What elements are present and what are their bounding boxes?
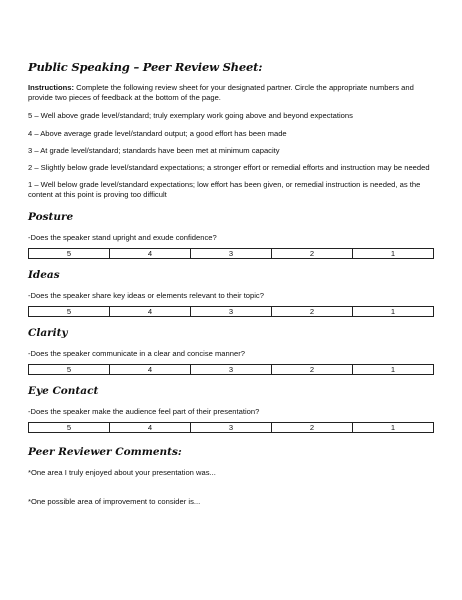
scale-item-1: 1 – Well below grade level/standard expectations; low effort has been given, or remedial instruction is needed, as the content at this point is proving too difficult xyxy=(28,180,421,200)
rating-cell[interactable]: 3 xyxy=(191,307,272,317)
rating-cell[interactable]: 4 xyxy=(110,307,191,317)
rating-cell[interactable]: 4 xyxy=(110,365,191,375)
review-sheet xyxy=(28,60,434,525)
rating-cell[interactable]: 2 xyxy=(272,365,353,375)
rating-cell[interactable]: 4 xyxy=(110,423,191,433)
rating-cell[interactable]: 1 xyxy=(353,248,434,258)
instructions-label: Instructions: xyxy=(28,83,74,92)
rating-cell[interactable]: 3 xyxy=(191,248,272,258)
rating-cell[interactable]: 1 xyxy=(353,307,434,317)
rating-cell[interactable]: 3 xyxy=(191,423,272,433)
rating-cell[interactable]: 2 xyxy=(272,423,353,433)
section-heading-eye-contact: Eye Contact xyxy=(28,385,99,398)
question-eye-contact: -Does the speaker make the audience feel part of their presentation? xyxy=(28,407,260,417)
question-posture: -Does the speaker stand upright and exude confidence? xyxy=(28,232,217,242)
comment-prompt-improvement: *One possible area of improvement to consider is... xyxy=(28,496,201,506)
comments-heading: Peer Reviewer Comments: xyxy=(28,446,182,459)
rating-cell[interactable]: 5 xyxy=(29,248,110,258)
sheet-title: Public Speaking – Peer Review Sheet: xyxy=(28,60,263,74)
comment-prompt-enjoyed: *One area I truly enjoyed about your presentation was... xyxy=(28,468,216,478)
rating-cell[interactable]: 5 xyxy=(29,423,110,433)
question-ideas: -Does the speaker share key ideas or elements relevant to their topic? xyxy=(28,290,264,300)
rating-cell[interactable]: 2 xyxy=(272,307,353,317)
instructions xyxy=(28,83,434,103)
section-heading-ideas: Ideas xyxy=(28,268,60,281)
section-heading-posture: Posture xyxy=(28,210,74,223)
rating-table-ideas xyxy=(28,306,434,317)
rating-cell[interactable]: 4 xyxy=(110,248,191,258)
scale-item-2: 2 – Slightly below grade level/standard expectations; a stronger effort or remedial efforts and instruction may be needed xyxy=(28,163,430,173)
rating-cell[interactable]: 1 xyxy=(353,365,434,375)
instructions-text: Complete the following review sheet for your designated partner. Circle the appropriate numbers and provide two pieces of feedback at the bottom of the page. xyxy=(28,83,414,103)
rating-table-posture xyxy=(28,248,434,259)
scale-item-4: 4 – Above average grade level/standard output; a good effort has been made xyxy=(28,128,287,138)
scale-item-5: 5 – Well above grade level/standard; truly exemplary work going above and beyond expectations xyxy=(28,111,353,121)
section-heading-clarity: Clarity xyxy=(28,327,68,340)
rating-cell[interactable]: 5 xyxy=(29,365,110,375)
rating-cell[interactable]: 2 xyxy=(272,248,353,258)
rating-table-eye-contact xyxy=(28,422,434,433)
scale-item-3: 3 – At grade level/standard; standards have been met at minimum capacity xyxy=(28,145,280,155)
rating-cell[interactable]: 5 xyxy=(29,307,110,317)
rating-cell[interactable]: 3 xyxy=(191,365,272,375)
rating-table-clarity xyxy=(28,364,434,375)
rating-cell[interactable]: 1 xyxy=(353,423,434,433)
question-clarity: -Does the speaker communicate in a clear and concise manner? xyxy=(28,349,245,359)
